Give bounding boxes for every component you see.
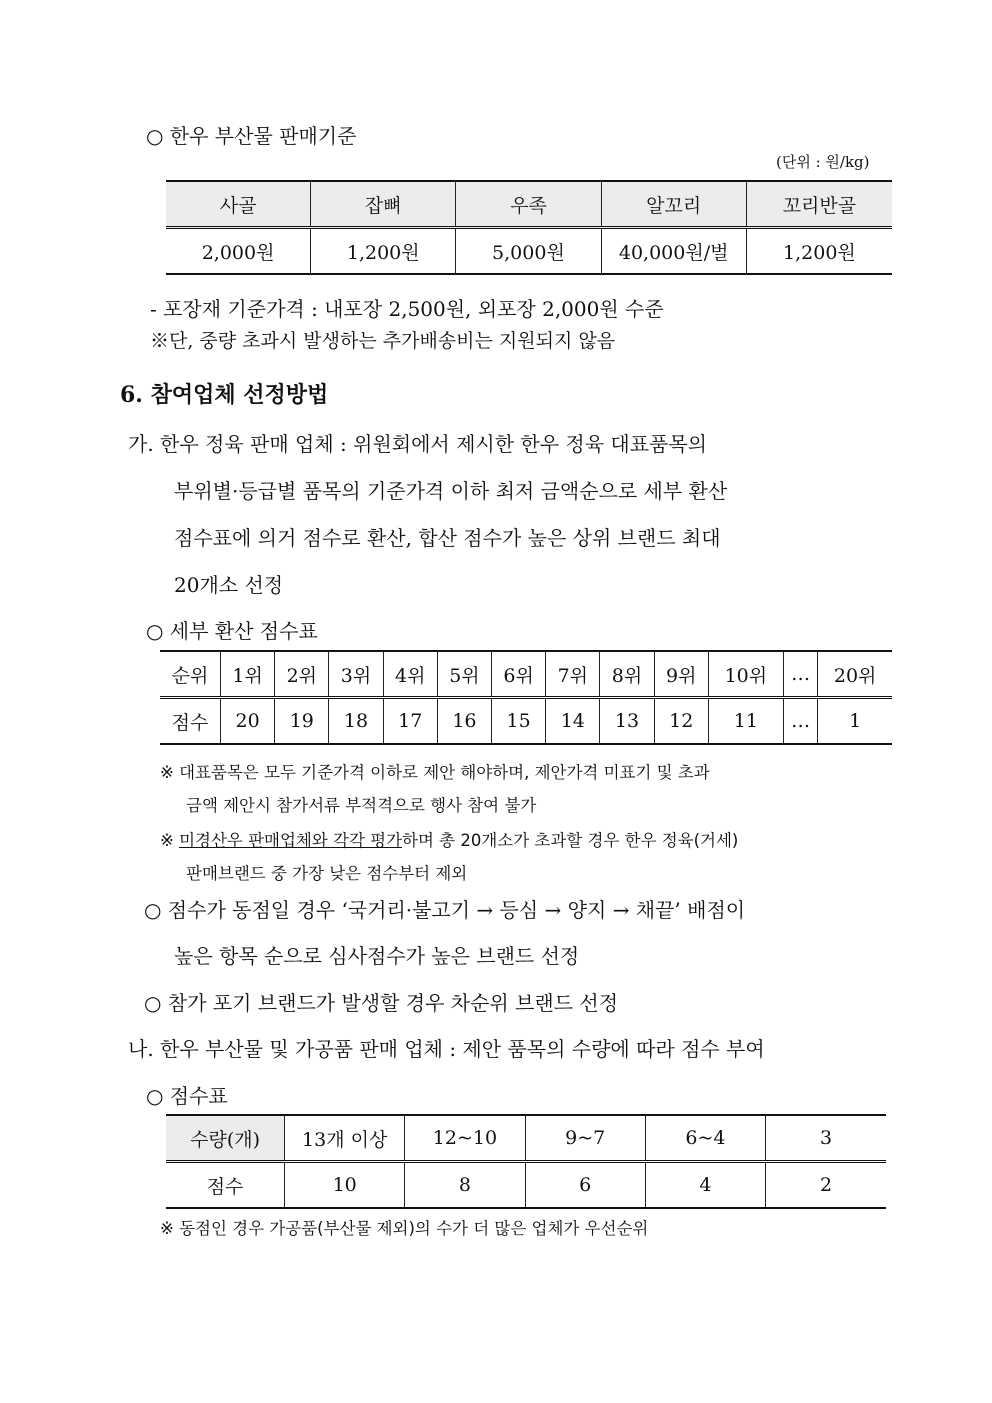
note2-line2: 판매브랜드 중 가장 낮은 점수부터 제외 (186, 864, 468, 883)
rank-header: 순위 (160, 651, 221, 698)
table-row (166, 1162, 886, 1209)
byproduct-section-title: ○ 한우 부산물 판매기준 (146, 124, 357, 148)
item-na: 나. 한우 부산물 및 가공품 판매 업체 : 제안 품목의 수량에 따라 점수 부여 (128, 1037, 765, 1061)
table-header-cell: 꼬리반골 (746, 181, 892, 228)
rank-cell: 3위 (329, 651, 383, 698)
rank-cell: 1위 (221, 651, 275, 698)
forfeit-rule: ○ 참가 포기 브랜드가 발생할 경우 차순위 브랜드 선정 (144, 991, 619, 1015)
table-header-cell: 사골 (166, 181, 311, 228)
qty-cell: 9~7 (525, 1115, 645, 1162)
rank-score-table (160, 650, 892, 745)
rank-cell: 6위 (492, 651, 546, 698)
item-ga-line4: 20개소 선정 (174, 573, 284, 597)
table-header-row (160, 651, 892, 698)
item-ga-line2: 부위별·등급별 품목의 기준가격 이하 최저 금액순으로 세부 환산 (174, 479, 728, 503)
table-header-cell: 알꼬리 (601, 181, 746, 228)
rank-cell: 20위 (818, 651, 892, 698)
qty-note: ※ 동점인 경우 가공품(부산물 제외)의 수가 더 많은 업체가 우선순위 (160, 1219, 649, 1238)
table-cell: 2,000원 (166, 228, 311, 275)
note2-prefix: ※ (160, 831, 180, 850)
note1-line1: ※ 대표품목은 모두 기준가격 이하로 제안 해야하며, 제안가격 미표기 및 초과 (160, 763, 710, 782)
score-cell: 17 (383, 698, 437, 745)
note2-line1 (160, 827, 738, 851)
qty-cell: 13개 이상 (285, 1115, 405, 1162)
score-cell: 20 (221, 698, 275, 745)
rank-cell: … (783, 651, 817, 698)
qty-cell: 3 (766, 1115, 886, 1162)
qty-score-header: 점수 (166, 1162, 285, 1209)
quantity-score-table (166, 1114, 886, 1209)
section6-heading: 6. 참여업체 선정방법 (120, 382, 329, 408)
score-cell: … (783, 698, 817, 745)
shipping-note: ※단, 중량 초과시 발생하는 추가배송비는 지원되지 않음 (150, 330, 616, 352)
rank-cell: 8위 (600, 651, 654, 698)
note1-line2: 금액 제안시 참가서류 부적격으로 행사 참여 불가 (186, 796, 537, 815)
item-ga-line1: 가. 한우 정육 판매 업체 : 위원회에서 제시한 한우 정육 대표품목의 (128, 432, 707, 456)
rank-cell: 10위 (708, 651, 783, 698)
tie-rule-line1: ○ 점수가 동점일 경우 ‘국거리·불고기 → 등심 → 양지 → 채끝’ 배점이 (144, 898, 746, 922)
note2-underlined: 미경산우 판매업체와 각각 평가 (179, 831, 403, 850)
score-table-title: ○ 세부 환산 점수표 (146, 619, 318, 643)
qty-cell: 12~10 (405, 1115, 525, 1162)
score-cell: 18 (329, 698, 383, 745)
score-cell: 15 (492, 698, 546, 745)
rank-cell: 5위 (437, 651, 491, 698)
table-cell: 5,000원 (456, 228, 601, 275)
qty-cell: 6~4 (645, 1115, 765, 1162)
score-cell: 11 (708, 698, 783, 745)
table-header-cell: 우족 (456, 181, 601, 228)
qty-header: 수량(개) (166, 1115, 285, 1162)
rank-cell: 7위 (546, 651, 600, 698)
table-cell: 1,200원 (311, 228, 456, 275)
qty-table-title: ○ 점수표 (146, 1084, 228, 1108)
table-header-row (166, 1115, 886, 1162)
score-header: 점수 (160, 698, 221, 745)
qty-score-cell: 4 (645, 1162, 765, 1209)
table-header-row (166, 181, 892, 228)
score-cell: 1 (818, 698, 892, 745)
rank-cell: 9위 (654, 651, 708, 698)
rank-cell: 2위 (275, 651, 329, 698)
table-row (166, 228, 892, 275)
item-ga-line3: 점수표에 의거 점수로 환산, 합산 점수가 높은 상위 브랜드 최대 (174, 526, 721, 550)
qty-score-cell: 6 (525, 1162, 645, 1209)
byproduct-price-table (166, 180, 892, 275)
note2-rest: 하며 총 20개소가 초과할 경우 한우 정육(거세) (402, 831, 739, 850)
qty-score-cell: 10 (285, 1162, 405, 1209)
table-header-cell: 잡뼈 (311, 181, 456, 228)
packaging-note: - 포장재 기준가격 : 내포장 2,500원, 외포장 2,000원 수준 (150, 297, 664, 321)
score-cell: 12 (654, 698, 708, 745)
rank-cell: 4위 (383, 651, 437, 698)
table-row (160, 698, 892, 745)
score-cell: 13 (600, 698, 654, 745)
qty-score-cell: 8 (405, 1162, 525, 1209)
tie-rule-line2: 높은 항목 순으로 심사점수가 높은 브랜드 선정 (174, 944, 580, 968)
score-cell: 14 (546, 698, 600, 745)
qty-score-cell: 2 (766, 1162, 886, 1209)
unit-label: (단위 : 원/kg) (776, 153, 870, 171)
score-cell: 19 (275, 698, 329, 745)
score-cell: 16 (437, 698, 491, 745)
table-cell: 40,000원/벌 (601, 228, 746, 275)
table-cell: 1,200원 (746, 228, 892, 275)
